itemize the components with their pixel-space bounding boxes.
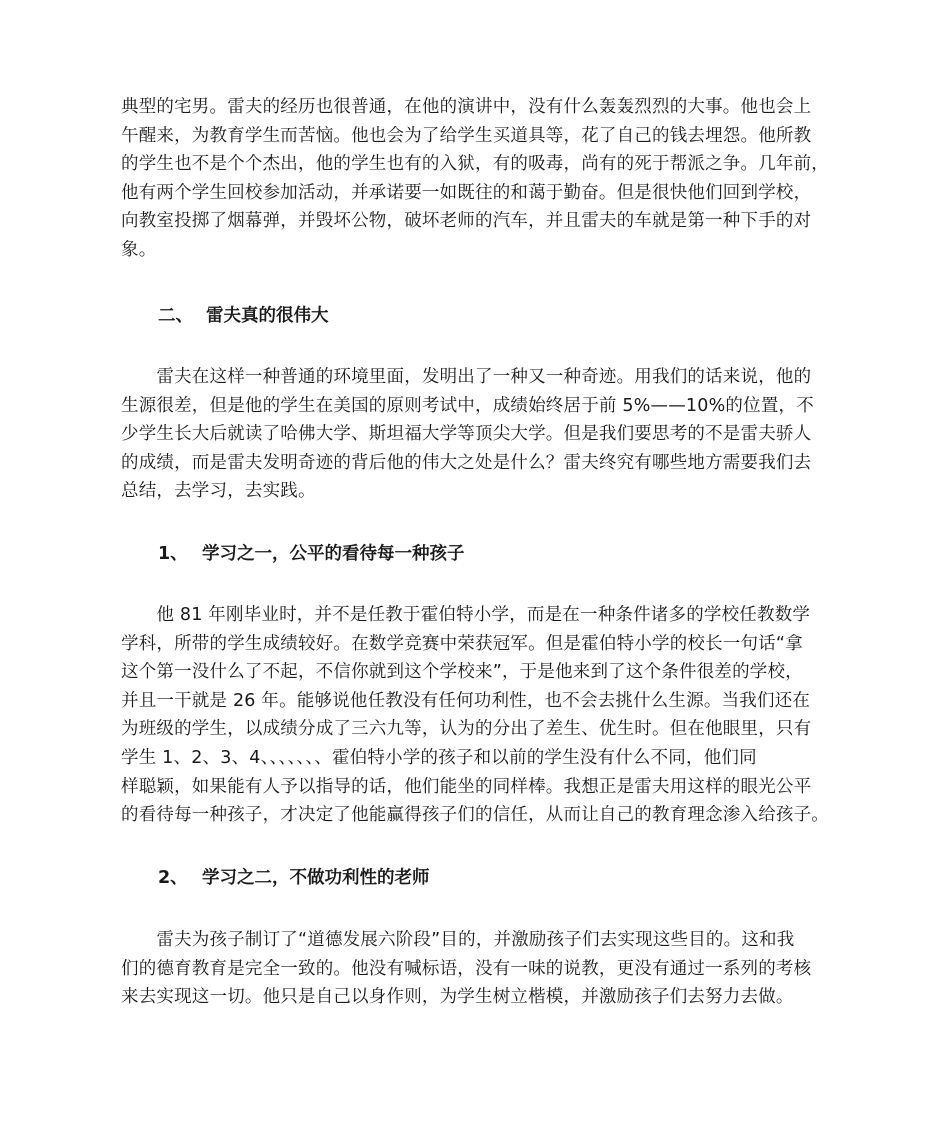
text-line: 雷夫在这样一种普通的环境里面，发明出了一种又一种奇迹。用我们的话来说，他的 — [121, 367, 812, 387]
text-line: 学生 1、2、3、4、、、、、、、霍伯特小学的孩子和以前的学生没有什么不同，他们同 — [121, 747, 757, 768]
subsection-number: 2、 — [158, 868, 188, 888]
subsection-title: 学习之一，公平的看待每一种孩子 — [202, 544, 465, 564]
text-line: 样聪颖，如果能有人予以指导的话，他们能坐的同样棒。我想正是雷夫用这样的眼光公平 — [121, 776, 812, 797]
text-line: 们的德育教育是完全一致的。他没有喊标语，没有一味的说教，更没有通过一系列的考核 — [121, 958, 812, 979]
text-line: 向教室投掷了烟幕弹，并毁坏公物，破坏老师的汽车，并且雷夫的车就是第一种下手的对 — [121, 211, 812, 232]
text-line: 他 81 年刚毕业时，并不是任教于霍伯特小学，而是在一种条件诸多的学校任教数学 — [121, 605, 811, 625]
text-line: 生源很差，但是他的学生在美国的原则考试中，成绩始终居于前 5%——10%的位置，不 — [121, 395, 814, 416]
text-line: 的成绩，而是雷夫发明奇迹的背后他的伟大之处是什么？雷夫终究有哪些地方需要我们去 — [121, 452, 812, 473]
section-number: 二、 — [158, 306, 193, 326]
text-line: 象。 — [121, 239, 157, 260]
subsection-heading-1 — [158, 542, 465, 566]
text-line: 少学生长大后就读了哈佛大学、斯坦福大学等顶尖大学。但是我们要思考的不是雷夫骄人 — [121, 424, 812, 445]
section-title: 雷夫真的很伟大 — [206, 306, 329, 326]
subsection-title: 学习之二，不做功利性的老师 — [202, 868, 430, 888]
text-line: 为班级的学生，以成绩分成了三六九等，认为的分出了差生、优生时。但在他眼里，只有 — [121, 719, 812, 740]
text-line: 午醒来，为教育学生而苦恼。他也会为了给学生买道具等，花了自己的钱去埋怨。他所教 — [121, 125, 812, 146]
subsection-heading-2 — [158, 866, 430, 890]
paragraph-non-utilitarian — [121, 926, 833, 1012]
text-line: 典型的宅男。雷夫的经历也很普通，在他的演讲中，没有什么轰轰烈烈的大事。他也会上 — [121, 97, 812, 117]
text-line: 的学生也不是个个杰出，他的学生也有的入狱，有的吸毒，尚有的死于帮派之争。几年前， — [121, 154, 829, 175]
text-line: 的看待每一种孩子，才决定了他能赢得孩子们的信任，从而让自己的教育理念渗入给孩子。 — [121, 805, 829, 826]
section-heading — [158, 304, 329, 328]
paragraph-fairness — [121, 601, 833, 830]
text-line: 雷夫为孩子制订了“道德发展六阶段”目的，并激励孩子们去实现这些目的。这和我 — [121, 930, 795, 950]
text-line: 学科，所带的学生成绩较好。在数学竞赛中荣获冠军。但是霍伯特小学的校长一句话“拿 — [121, 633, 803, 654]
text-line: 他有两个学生回校参加活动，并承诺要一如既往的和蔼于勤奋。但是很快他们回到学校， — [121, 182, 812, 203]
text-line: 来去实现这一切。他只是自己以身作则，为学生树立楷模，并激励孩子们去努力去做。 — [121, 987, 794, 1008]
text-line: 总结，去学习，去实践。 — [121, 481, 316, 502]
paragraph-intro — [121, 93, 833, 265]
subsection-number: 1、 — [158, 544, 188, 564]
text-line: 这个第一没什么了不起，不信你就到这个学校来”，于是他来到了这个条件很差的学校， — [121, 662, 803, 683]
text-line: 并且一干就是 26 年。能够说他任教没有任何功利性，也不会去挑什么生源。当我们还在 — [121, 690, 811, 711]
paragraph-section-intro — [121, 363, 833, 506]
